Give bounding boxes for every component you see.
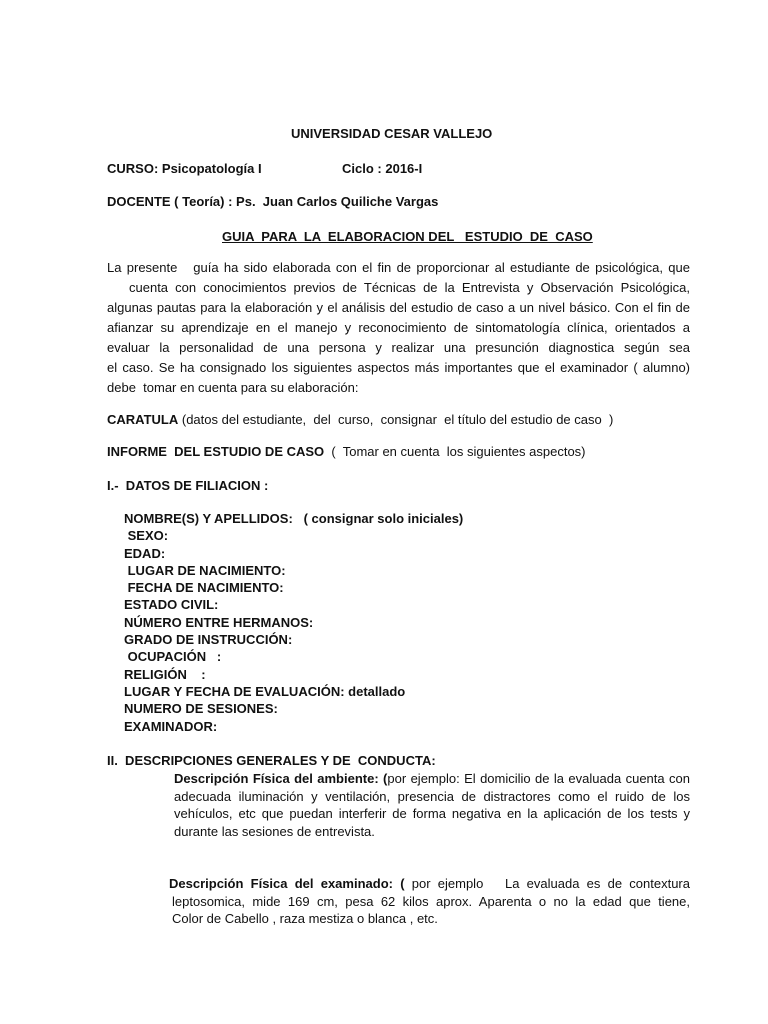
intro-paragraph (107, 258, 690, 398)
intro-line: La presente guía ha sido elaborada con el fin de proporcionar al estudiante de psicológica, que (107, 260, 690, 275)
intro-line: algunas pautas para la elaboración y el análisis del estudio de caso a un nivel básico. Con el fin de (107, 300, 690, 315)
field-numero-sesiones: NUMERO DE SESIONES: (124, 701, 278, 717)
section1-title: I.- DATOS DE FILIACION : (107, 478, 269, 493)
intro-line: evaluar la personalidad de una persona y realizar una presunción diagnostica según sea (107, 340, 690, 355)
ciclo-label: Ciclo : (342, 161, 382, 176)
field-estado-civil: ESTADO CIVIL: (124, 597, 219, 613)
examinado-text: por ejemplo La evaluada es de contextura (404, 876, 690, 891)
examinado-label: Descripción Física del examinado: ( (169, 876, 405, 891)
informe-line (107, 444, 586, 459)
section2-title: II. DESCRIPCIONES GENERALES Y DE CONDUCTA: (107, 753, 436, 768)
examinado-line: leptosomica, mide 169 cm, pesa 62 kilos aprox. Aparenta o no la edad que tiene, (172, 893, 690, 909)
examinado-line: Color de Cabello , raza mestiza o blanca , etc. (172, 911, 438, 926)
intro-line: cuenta con conocimientos previos de Técnicas de la Entrevista y Observación Psicológica, (129, 280, 690, 295)
field-nombre: NOMBRE(S) Y APELLIDOS: ( consignar solo iniciales) (124, 511, 464, 526)
ambiente-description (174, 770, 690, 840)
caratula-text: (datos del estudiante, del curso, consignar el título del estudio de caso ) (178, 412, 614, 427)
ambiente-line: adecuada iluminación y ventilación, presencia de distractores como el ruido de los (174, 788, 690, 804)
field-edad: EDAD: (124, 545, 166, 561)
examinado-description (169, 875, 690, 928)
ambiente-text: por ejemplo: El domicilio de la evaluada cuenta con (387, 771, 690, 786)
field-fecha-nacimiento: FECHA DE NACIMIENTO: (124, 580, 284, 596)
field-lugar-fecha-evaluacion: LUGAR Y FECHA DE EVALUACIÓN: detallado (124, 683, 406, 699)
filiacion-fields (124, 510, 463, 735)
university-title: UNIVERSIDAD CESAR VALLEJO (291, 126, 493, 141)
guide-title: GUIA PARA LA ELABORACION DEL ESTUDIO DE CASO (222, 229, 593, 244)
ciclo-value: 2016-I (385, 161, 423, 176)
intro-line: el caso. Se ha consignado los siguientes aspectos más importantes que el examinador ( alumno) (107, 360, 690, 375)
field-religion: RELIGIÓN : (124, 666, 206, 682)
curso-label: CURSO: (107, 161, 159, 176)
field-sexo: SEXO: (124, 528, 169, 544)
caratula-line (107, 412, 613, 427)
field-examinador: EXAMINADOR: (124, 718, 218, 734)
intro-line: debe tomar en cuenta para su elaboración: (107, 380, 359, 395)
ambiente-line (174, 770, 690, 788)
caratula-label: CARATULA (107, 412, 179, 427)
field-grado-instruccion: GRADO DE INSTRUCCIÓN: (124, 632, 293, 648)
informe-label: INFORME DEL ESTUDIO DE CASO (107, 444, 325, 459)
field-ocupacion: OCUPACIÓN : (124, 649, 222, 665)
curso-value: Psicopatología I (161, 161, 262, 176)
ambiente-label: Descripción Física del ambiente: ( (174, 771, 388, 786)
field-lugar-nacimiento: LUGAR DE NACIMIENTO: (124, 562, 286, 578)
curso-line (107, 161, 262, 176)
docente-line: DOCENTE ( Teoría) : Ps. Juan Carlos Quiliche Vargas (107, 194, 439, 209)
ambiente-line: vehículos, etc que puedan interferir de forma negativa en la aplicación de los tests y (174, 806, 690, 821)
informe-text: ( Tomar en cuenta los siguientes aspectos) (324, 444, 586, 459)
ciclo-line (342, 161, 422, 176)
ambiente-line: durante las sesiones de entrevista. (174, 823, 375, 839)
intro-line: afianzar su aprendizaje en el manejo y reconocimiento de sintomatología clínica, orientados a (107, 320, 690, 335)
field-numero-hermanos: NÚMERO ENTRE HERMANOS: (124, 614, 314, 630)
examinado-line (169, 875, 690, 893)
